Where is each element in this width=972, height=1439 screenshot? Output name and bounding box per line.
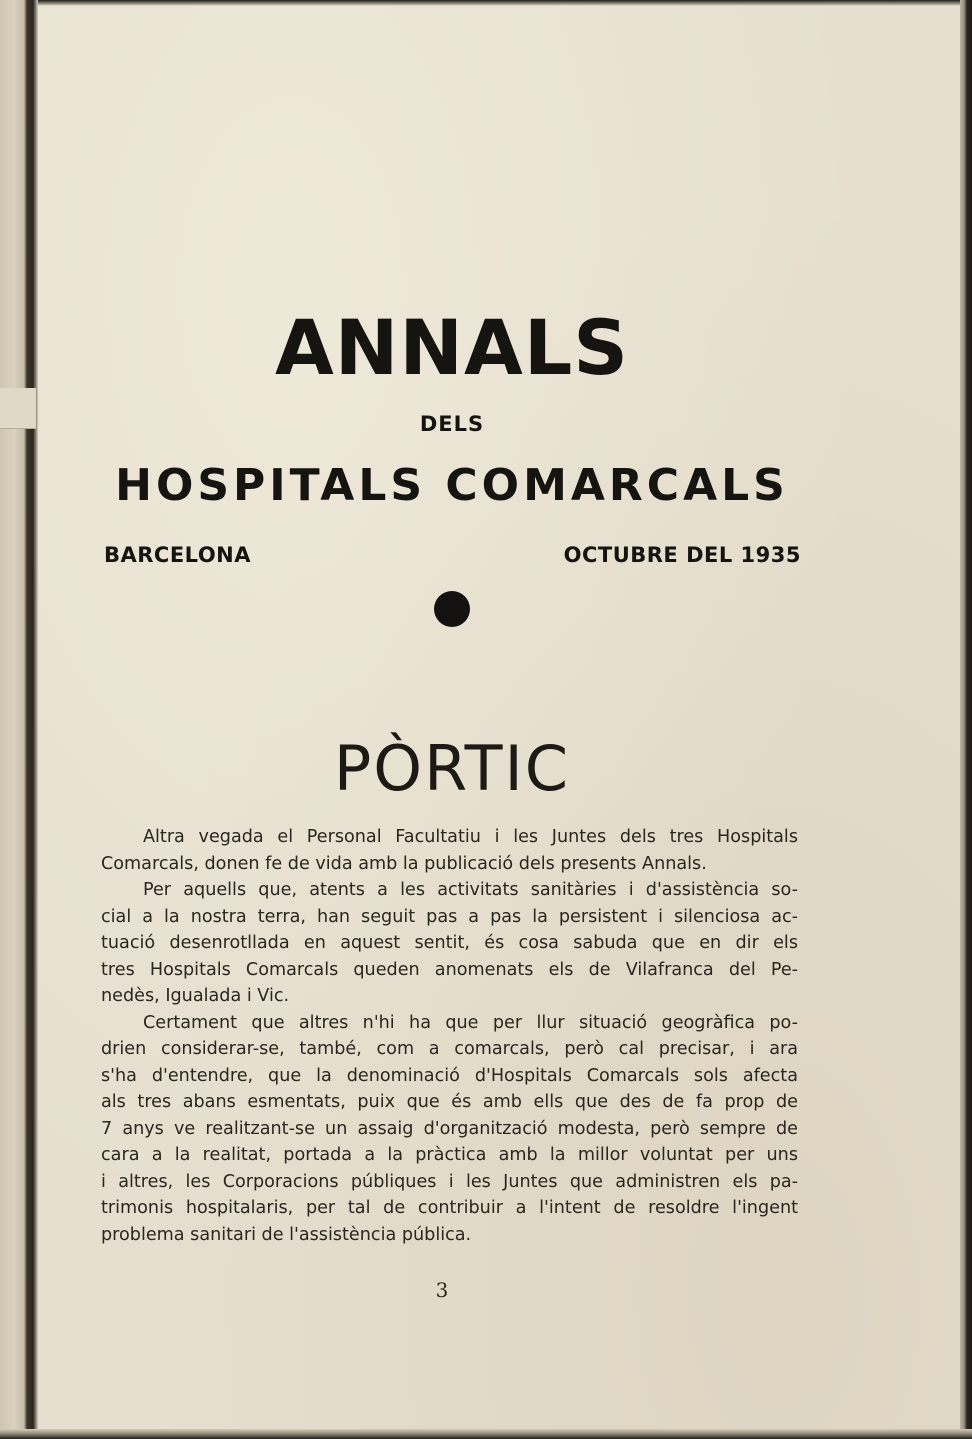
body-line: problema sanitari de l'assistència pública. <box>101 1224 472 1245</box>
page-top-edge <box>0 0 972 6</box>
body-line: Altra vegada el Personal Facultatiu i les Juntes dels tres Hospitals <box>143 827 798 847</box>
section-title: PÒRTIC <box>333 732 571 805</box>
publication-date: OCTUBRE DEL 1935 <box>563 543 801 567</box>
page-right-edge <box>960 0 972 1439</box>
body-line: trimonis hospitalaris, per tal de contribuir a l'intent de resoldre l'ingent <box>101 1198 798 1218</box>
page-bottom-edge <box>0 1429 972 1439</box>
body-line: tuació desenrotllada en aquest sentit, és cosa sabuda que en dir els <box>101 933 798 953</box>
article-body <box>101 824 798 1248</box>
body-line: cara a la realitat, portada a la pràctica amb la millor voluntat per uns <box>101 1145 798 1165</box>
body-line: als tres abans esmentats, puix que és amb ells que des de fa prop de <box>101 1092 798 1112</box>
journal-title-connector: DELS <box>419 412 485 436</box>
body-line: Certament que altres n'hi ha que per llur situació geogràfica po- <box>143 1012 798 1033</box>
publication-city: BARCELONA <box>104 543 251 567</box>
binding-spine <box>0 0 38 1439</box>
body-line: drien considerar-se, també, com a comarcals, però cal precisar, i ara <box>101 1039 798 1059</box>
body-line: Comarcals, donen fe de vida amb la publicació dels presents Annals. <box>101 853 707 874</box>
body-line: nedès, Igualada i Vic. <box>101 986 290 1006</box>
body-line: i altres, les Corporacions públiques i les Juntes que administren els pa- <box>101 1171 798 1192</box>
ornament-dot-icon <box>434 591 470 627</box>
page-number: 3 <box>435 1278 449 1302</box>
body-line: s'ha d'entendre, que la denominació d'Hospitals Comarcals sols afecta <box>101 1065 798 1086</box>
body-line: cial a la nostra terra, han seguit pas a pas la persistent i silenciosa ac- <box>101 906 798 927</box>
body-line: Per aquells que, atents a les activitats sanitàries i d'assistència so- <box>143 880 798 900</box>
journal-title: ANNALS <box>274 303 629 392</box>
journal-subtitle: HOSPITALS COMARCALS <box>115 460 789 511</box>
body-line: 7 anys ve realitzant-se un assaig d'organització modesta, però sempre de <box>101 1118 798 1139</box>
body-line: tres Hospitals Comarcals queden anomenats els de Vilafranca del Pe- <box>101 959 798 980</box>
